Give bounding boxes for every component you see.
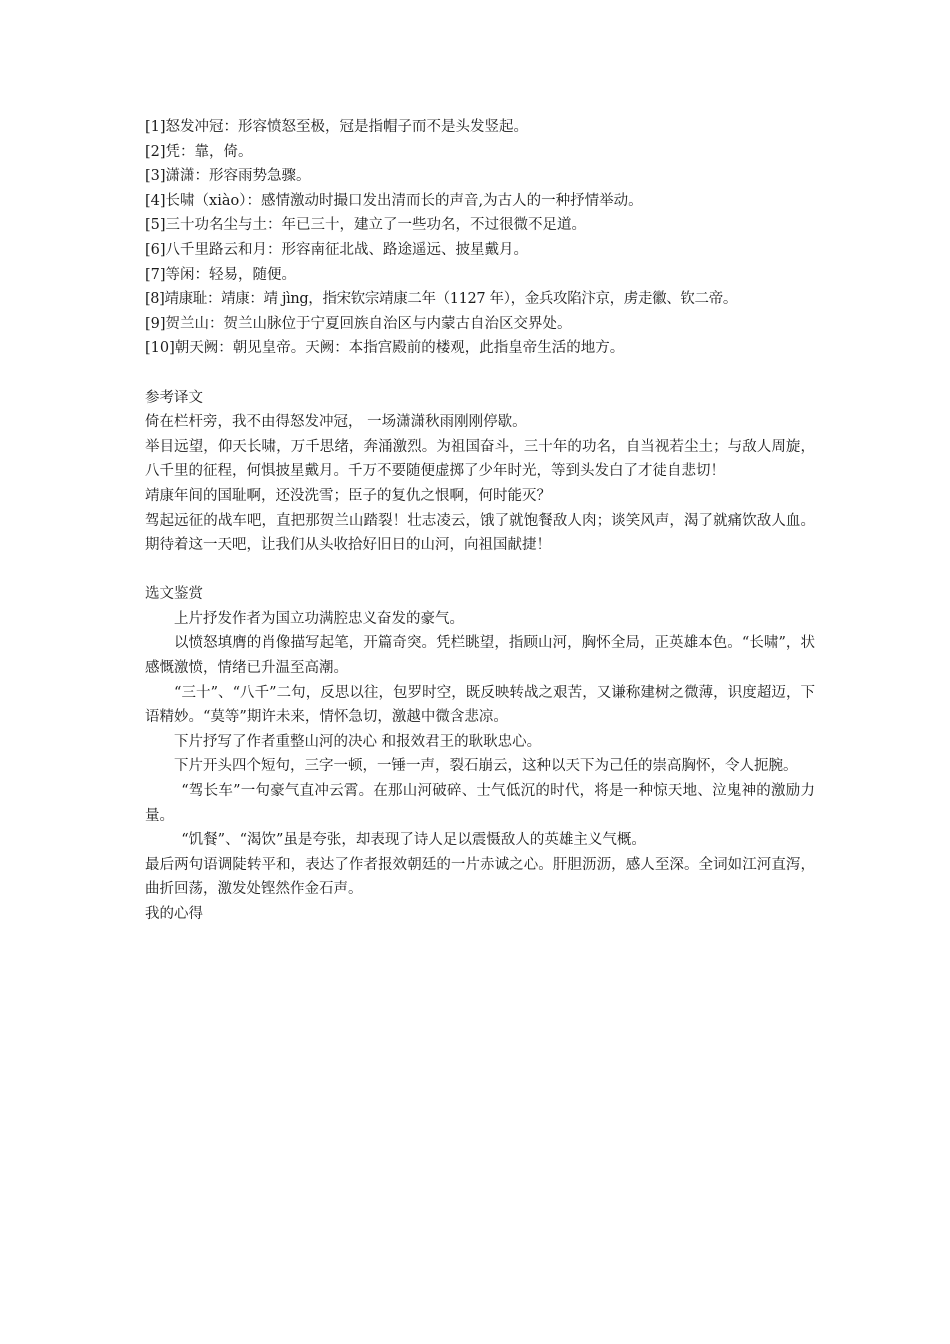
note-item: [6]八千里路云和月：形容南征北战、路途遥远、披星戴月。	[145, 241, 529, 258]
appreciation-paragraph: 以愤怒填膺的肖像描写起笔，开篇奇突。凭栏眺望，指顾山河，胸怀全局，正英雄本色。“长啸”，状感慨激愤，情绪已升温至高潮。	[145, 635, 815, 677]
appreciation-paragraph: “三十”、“八千”二句，反思以往，包罗时空，既反映转战之艰苦，又谦称建树之微薄，识度超迈，下语精妙。“莫等”期许未来，情怀急切，激越中微含悲凉。	[145, 684, 815, 726]
appreciation-paragraph: “饥餐”、“渴饮”虽是夸张，却表现了诗人足以震慑敌人的英雄主义气概。	[181, 832, 646, 849]
note-item: [4]长啸（xiào）：感情激动时撮口发出清而长的声音,为古人的一种抒情举动。	[145, 192, 643, 209]
note-item: [8]靖康耻：靖康：靖 jìng，指宋钦宗靖康二年（1127 年），金兵攻陷汴京，虏走徽、钦二帝。	[145, 291, 738, 308]
section-heading: 选文鉴赏	[145, 586, 203, 603]
translation-paragraph: 驾起远征的战车吧，直把那贺兰山踏裂！壮志凌云，饿了就饱餐敌人肉；谈笑风声，渴了就痛饮敌人血。期待着这一天吧，让我们从头收拾好旧日的山河，向祖国献捷！	[145, 512, 815, 554]
appreciation-paragraph: “驾长车”一句豪气直冲云霄。在那山河破碎、士气低沉的时代，将是一种惊天地、泣鬼神的激励力量。	[145, 783, 815, 824]
appreciation-paragraph: 上片抒发作者为国立功满腔忠义奋发的豪气。	[174, 610, 464, 627]
section-heading: 参考译文	[145, 389, 203, 406]
reflection-heading: 我的心得	[145, 906, 203, 922]
appreciation-paragraph: 下片开头四个短句，三字一顿，一锤一声，裂石崩云，这种以天下为己任的崇高胸怀，令人扼腕。	[174, 758, 798, 775]
note-item: [9]贺兰山：贺兰山脉位于宁夏回族自治区与内蒙古自治区交界处。	[145, 315, 572, 332]
spacer	[145, 558, 815, 583]
note-item: [7]等闲：轻易，随便。	[145, 266, 297, 283]
translation-paragraph: 靖康年间的国耻啊，还没洗雪；臣子的复仇之恨啊，何时能灭？	[145, 487, 551, 504]
translation-section	[145, 386, 815, 558]
translation-paragraph: 倚在栏杆旁，我不由得怒发冲冠， 一场潇潇秋雨刚刚停歇。	[145, 414, 527, 431]
note-item: [3]潇潇：形容雨势急骤。	[145, 168, 311, 185]
note-item: [5]三十功名尘与土：年已三十，建立了一些功名，不过很微不足道。	[145, 217, 587, 234]
note-item: [10]朝天阙：朝见皇帝。天阙：本指宫殿前的楼观，此指皇帝生活的地方。	[145, 340, 625, 357]
document-page	[145, 115, 815, 927]
appreciation-paragraph: 下片抒写了作者重整山河的决心 和报效君王的耿耿忠心。	[174, 733, 542, 750]
translation-paragraph: 举目远望，仰天长啸，万千思绪，奔涌激烈。为祖国奋斗，三十年的功名，自当视若尘土；与敌人周旋，八千里的征程，何惧披星戴月。千万不要随便虚掷了少年时光，等到头发白了才徒自悲切！	[145, 438, 815, 480]
note-item: [2]凭：靠，倚。	[145, 143, 253, 160]
spacer	[145, 361, 815, 386]
note-item: [1]怒发冲冠：形容愤怒至极，冠是指帽子而不是头发竖起。	[145, 119, 529, 135]
appreciation-section	[145, 582, 815, 902]
appreciation-paragraph: 最后两句语调陡转平和，表达了作者报效朝廷的一片赤诚之心。肝胆沥沥，感人至深。全词如江河直泻，曲折回荡，激发处铿然作金石声。	[145, 856, 815, 898]
notes-section	[145, 115, 815, 361]
